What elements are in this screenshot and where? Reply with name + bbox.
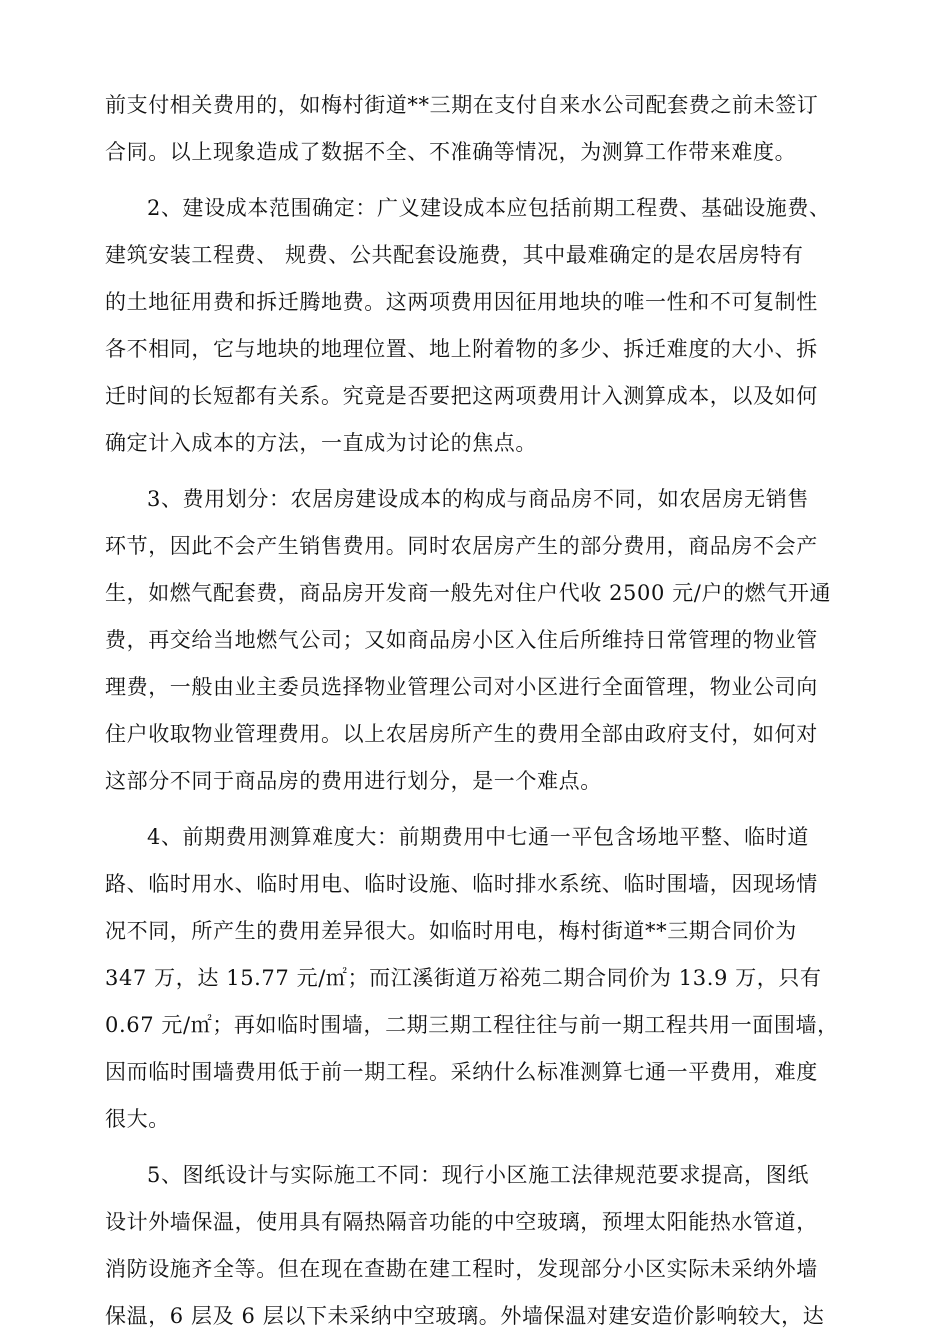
text-line: 因而临时围墙费用低于前一期工程。采纳什么标准测算七通一平费用，难度	[105, 1060, 818, 1084]
paragraph-gap	[105, 467, 853, 476]
paragraph-gap	[105, 1143, 853, 1152]
text-line: 生，如燃气配套费，商品房开发商一般先对住户代收 2500 元/户的燃气开通	[105, 581, 832, 605]
text-line: 的土地征用费和拆迁腾地费。这两项费用因征用地块的唯一性和不可复制性	[105, 290, 818, 314]
text-line: 0.67 元/㎡；再如临时围墙，二期三期工程往往与前一期工程共用一面围墙，	[105, 1013, 839, 1037]
text-line: 费，再交给当地燃气公司；又如商品房小区入住后所维持日常管理的物业管	[105, 628, 818, 652]
paragraph-4	[105, 814, 853, 1143]
paragraph-5	[105, 1152, 853, 1340]
text-line: 很大。	[105, 1107, 170, 1131]
text-line: 迁时间的长短都有关系。究竟是否要把这两项费用计入测算成本，以及如何	[105, 384, 818, 408]
text-line: 这部分不同于商品房的费用进行划分，是一个难点。	[105, 769, 602, 793]
text-line: 况不同，所产生的费用差异很大。如临时用电，梅村街道**三期合同价为	[105, 919, 797, 943]
document-page	[105, 82, 853, 1340]
text-line: 路、临时用水、临时用电、临时设施、临时排水系统、临时围墙，因现场情	[105, 872, 818, 896]
text-line: 设计外墙保温，使用具有隔热隔音功能的中空玻璃，预埋太阳能热水管道，	[105, 1210, 818, 1234]
text-line: 理费，一般由业主委员选择物业管理公司对小区进行全面管理，物业公司向	[105, 675, 818, 699]
paragraph-3	[105, 476, 853, 805]
paragraph-gap	[105, 805, 853, 814]
paragraph-2	[105, 185, 853, 467]
text-line: 建筑安装工程费、 规费、公共配套设施费，其中最难确定的是农居房特有	[105, 243, 804, 267]
paragraph-gap	[105, 176, 853, 185]
text-line: 确定计入成本的方法，一直成为讨论的焦点。	[105, 431, 537, 455]
text-line: 保温，6 层及 6 层以下未采纳中空玻璃。外墙保温对建安造价影响较大，达	[105, 1304, 825, 1328]
text-line: 环节，因此不会产生销售费用。同时农居房产生的部分费用，商品房不会产	[105, 534, 818, 558]
text-line: 住户收取物业管理费用。以上农居房所产生的费用全部由政府支付，如何对	[105, 722, 818, 746]
text-line: 合同。以上现象造成了数据不全、不准确等情况，为测算工作带来难度。	[105, 140, 797, 164]
text-line: 347 万，达 15.77 元/㎡；而江溪街道万裕苑二期合同价为 13.9 万，只有	[105, 966, 822, 990]
paragraph-1	[105, 82, 853, 176]
text-line: 前支付相关费用的，如梅村街道**三期在支付自来水公司配套费之前未签订	[105, 93, 819, 117]
text-line: 消防设施齐全等。但在现在查勘在建工程时，发现部分小区实际未采纳外墙	[105, 1257, 818, 1281]
text-line: 4、前期费用测算难度大：前期费用中七通一平包含场地平整、临时道	[147, 825, 809, 849]
text-line: 各不相同，它与地块的地理位置、地上附着物的多少、拆迁难度的大小、拆	[105, 337, 818, 361]
text-line: 5、图纸设计与实际施工不同：现行小区施工法律规范要求提高，图纸	[147, 1163, 809, 1187]
text-line: 2、建设成本范围确定：广义建设成本应包括前期工程费、基础设施费、	[147, 196, 831, 220]
text-line: 3、费用划分：农居房建设成本的构成与商品房不同，如农居房无销售	[147, 487, 809, 511]
